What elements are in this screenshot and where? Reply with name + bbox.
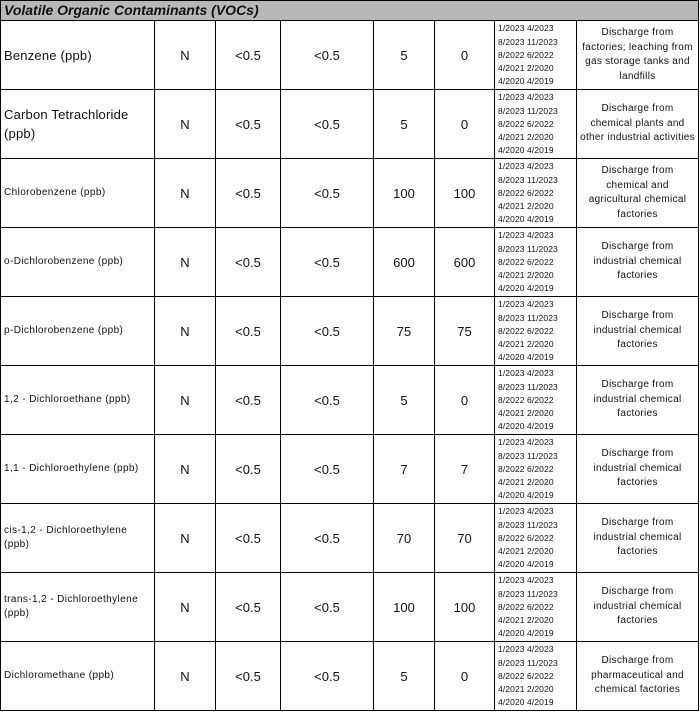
violation-cell: N <box>155 435 216 504</box>
mclg-cell: 100 <box>435 159 495 228</box>
sample-dates: 1/2023 4/2023 8/2023 11/2023 8/2022 6/2022 4/2021 2/2020 4/2020 4/2019 <box>498 437 558 501</box>
likely-source-cell: Discharge from chemical and agricultural chemical factories <box>577 159 699 228</box>
table-row <box>1 297 699 366</box>
table-row <box>1 228 699 297</box>
sample-dates: 1/2023 4/2023 8/2023 11/2023 8/2022 6/2022 4/2021 2/2020 4/2020 4/2019 <box>498 161 558 225</box>
contaminant-name: o-Dichlorobenzene (ppb) <box>1 228 155 297</box>
range-cell: <0.5 <box>281 642 374 711</box>
mcl-cell: 100 <box>374 573 435 642</box>
contaminant-name: Carbon Tetrachloride (ppb) <box>1 90 155 159</box>
sample-dates-cell <box>495 90 577 159</box>
mcl-cell: 70 <box>374 504 435 573</box>
mcl-cell: 5 <box>374 366 435 435</box>
sample-dates: 1/2023 4/2023 8/2023 11/2023 8/2022 6/2022 4/2021 2/2020 4/2020 4/2019 <box>498 299 558 363</box>
table-row <box>1 573 699 642</box>
sample-dates-cell <box>495 504 577 573</box>
likely-source-cell: Discharge from industrial chemical factories <box>577 504 699 573</box>
level-detected-cell: <0.5 <box>216 504 281 573</box>
contaminant-name: cis-1,2 - Dichloroethylene (ppb) <box>1 504 155 573</box>
sample-dates: 1/2023 4/2023 8/2023 11/2023 8/2022 6/2022 4/2021 2/2020 4/2020 4/2019 <box>498 575 558 639</box>
mcl-cell: 5 <box>374 90 435 159</box>
sample-dates-cell <box>495 435 577 504</box>
sample-dates-cell <box>495 21 577 90</box>
violation-cell: N <box>155 573 216 642</box>
level-detected-cell: <0.5 <box>216 435 281 504</box>
range-cell: <0.5 <box>281 504 374 573</box>
mclg-cell: 0 <box>435 21 495 90</box>
sample-dates-cell <box>495 228 577 297</box>
sample-dates-cell <box>495 642 577 711</box>
sample-dates: 1/2023 4/2023 8/2023 11/2023 8/2022 6/2022 4/2021 2/2020 4/2020 4/2019 <box>498 644 558 708</box>
mclg-cell: 70 <box>435 504 495 573</box>
mclg-cell: 7 <box>435 435 495 504</box>
likely-source-cell: Discharge from industrial chemical factories <box>577 297 699 366</box>
level-detected-cell: <0.5 <box>216 366 281 435</box>
contaminant-name: p-Dichlorobenzene (ppb) <box>1 297 155 366</box>
contaminant-name: Benzene (ppb) <box>1 21 155 90</box>
contaminant-name: Dichloromethane (ppb) <box>1 642 155 711</box>
likely-source-cell: Discharge from industrial chemical factories <box>577 573 699 642</box>
table-row <box>1 21 699 90</box>
level-detected-cell: <0.5 <box>216 159 281 228</box>
level-detected-cell: <0.5 <box>216 573 281 642</box>
mclg-cell: 0 <box>435 642 495 711</box>
table-row <box>1 366 699 435</box>
level-detected-cell: <0.5 <box>216 21 281 90</box>
violation-cell: N <box>155 21 216 90</box>
sample-dates-cell <box>495 297 577 366</box>
likely-source-cell: Discharge from factories; leaching from gas storage tanks and landfills <box>577 21 699 90</box>
violation-cell: N <box>155 159 216 228</box>
violation-cell: N <box>155 504 216 573</box>
sample-dates: 1/2023 4/2023 8/2023 11/2023 8/2022 6/2022 4/2021 2/2020 4/2020 4/2019 <box>498 23 558 87</box>
violation-cell: N <box>155 366 216 435</box>
range-cell: <0.5 <box>281 159 374 228</box>
likely-source-cell: Discharge from chemical plants and other industrial activities <box>577 90 699 159</box>
level-detected-cell: <0.5 <box>216 90 281 159</box>
range-cell: <0.5 <box>281 21 374 90</box>
contaminant-name: Chlorobenzene (ppb) <box>1 159 155 228</box>
violation-cell: N <box>155 297 216 366</box>
level-detected-cell: <0.5 <box>216 642 281 711</box>
sample-dates-cell <box>495 159 577 228</box>
mcl-cell: 75 <box>374 297 435 366</box>
sample-dates: 1/2023 4/2023 8/2023 11/2023 8/2022 6/2022 4/2021 2/2020 4/2020 4/2019 <box>498 92 558 156</box>
table-title: Volatile Organic Contaminants (VOCs) <box>1 1 699 21</box>
violation-cell: N <box>155 642 216 711</box>
mclg-cell: 100 <box>435 573 495 642</box>
contaminant-name: 1,1 - Dichloroethylene (ppb) <box>1 435 155 504</box>
table-row <box>1 159 699 228</box>
table-row <box>1 90 699 159</box>
mcl-cell: 5 <box>374 642 435 711</box>
range-cell: <0.5 <box>281 366 374 435</box>
violation-cell: N <box>155 90 216 159</box>
sample-dates-cell <box>495 366 577 435</box>
mclg-cell: 75 <box>435 297 495 366</box>
mcl-cell: 100 <box>374 159 435 228</box>
likely-source-cell: Discharge from pharmaceutical and chemical factories <box>577 642 699 711</box>
range-cell: <0.5 <box>281 297 374 366</box>
mclg-cell: 0 <box>435 366 495 435</box>
level-detected-cell: <0.5 <box>216 228 281 297</box>
mcl-cell: 7 <box>374 435 435 504</box>
range-cell: <0.5 <box>281 435 374 504</box>
mclg-cell: 0 <box>435 90 495 159</box>
range-cell: <0.5 <box>281 228 374 297</box>
range-cell: <0.5 <box>281 90 374 159</box>
contaminant-name: 1,2 - Dichloroethane (ppb) <box>1 366 155 435</box>
mclg-cell: 600 <box>435 228 495 297</box>
range-cell: <0.5 <box>281 573 374 642</box>
sample-dates-cell <box>495 573 577 642</box>
mcl-cell: 5 <box>374 21 435 90</box>
table-row <box>1 642 699 711</box>
sample-dates: 1/2023 4/2023 8/2023 11/2023 8/2022 6/2022 4/2021 2/2020 4/2020 4/2019 <box>498 506 558 570</box>
sample-dates: 1/2023 4/2023 8/2023 11/2023 8/2022 6/2022 4/2021 2/2020 4/2020 4/2019 <box>498 230 558 294</box>
table-title-row <box>1 1 699 21</box>
level-detected-cell: <0.5 <box>216 297 281 366</box>
table-row <box>1 435 699 504</box>
table-row <box>1 504 699 573</box>
contaminant-name: trans-1,2 - Dichloroethylene (ppb) <box>1 573 155 642</box>
likely-source-cell: Discharge from industrial chemical factories <box>577 435 699 504</box>
sample-dates: 1/2023 4/2023 8/2023 11/2023 8/2022 6/2022 4/2021 2/2020 4/2020 4/2019 <box>498 368 558 432</box>
likely-source-cell: Discharge from industrial chemical factories <box>577 366 699 435</box>
mcl-cell: 600 <box>374 228 435 297</box>
likely-source-cell: Discharge from industrial chemical factories <box>577 228 699 297</box>
violation-cell: N <box>155 228 216 297</box>
